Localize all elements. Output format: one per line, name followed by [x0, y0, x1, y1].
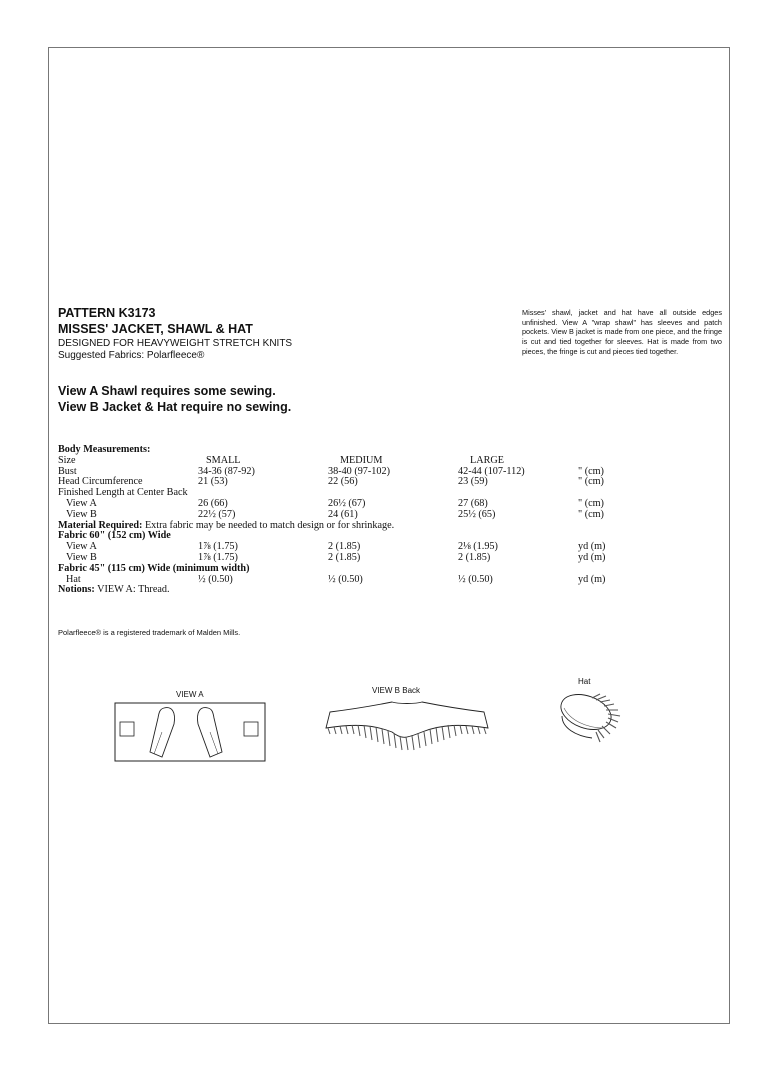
row-label: Hat — [66, 573, 81, 585]
cell: 2 (1.85) — [328, 551, 361, 563]
pattern-title: MISSES' JACKET, SHAWL & HAT — [58, 322, 253, 336]
sewing-note-view-a: View A Shawl requires some sewing. — [58, 384, 276, 398]
sewing-note-view-b: View B Jacket & Hat require no sewing. — [58, 400, 292, 414]
table-row — [58, 456, 658, 467]
material-text: Extra fabric may be needed to match design or for shrinkage. — [144, 519, 395, 531]
cell: 2⅛ (1.95) — [458, 541, 498, 553]
cell: 2 (1.85) — [328, 541, 361, 553]
view-b-illustration — [322, 698, 492, 754]
measurements-table — [58, 445, 658, 596]
suggested-fabrics: Suggested Fabrics: Polarfleece® — [58, 350, 205, 361]
row-label: View A — [66, 541, 97, 553]
material-label: Material Required: — [58, 519, 143, 531]
cell: 2 (1.85) — [458, 551, 491, 563]
unit: yd (m) — [578, 541, 606, 553]
size-large: LARGE — [470, 454, 504, 466]
unit: " (cm) — [578, 465, 604, 477]
row-label: Finished Length at Center Back — [58, 487, 188, 499]
pattern-number: PATTERN K3173 — [58, 306, 156, 320]
view-a-illustration — [114, 702, 266, 762]
cell: 22 (56) — [328, 476, 358, 488]
cell: 1⅞ (1.75) — [198, 541, 238, 553]
table-row — [58, 585, 658, 596]
cell: 27 (68) — [458, 497, 488, 509]
designed-for: DESIGNED FOR HEAVYWEIGHT STRETCH KNITS — [58, 338, 293, 349]
cell: 25½ (65) — [458, 508, 496, 520]
unit: yd (m) — [578, 551, 606, 563]
notions-text: VIEW A: Thread. — [97, 584, 170, 596]
cell: 26 (66) — [198, 497, 228, 509]
view-b-label: VIEW B Back — [372, 686, 421, 695]
cell: ½ (0.50) — [328, 573, 363, 585]
size-small: SMALL — [206, 454, 241, 466]
trademark-note: Polarfleece® is a registered trademark of Malden Mills. — [58, 628, 241, 637]
unit: yd (m) — [578, 573, 606, 585]
view-a-label: VIEW A — [176, 690, 204, 699]
unit: " (cm) — [578, 497, 604, 509]
cell: 34-36 (87-92) — [198, 465, 255, 477]
size-medium: MEDIUM — [340, 454, 383, 466]
table-row — [58, 499, 658, 510]
table-row — [58, 564, 658, 575]
size-label: Size — [58, 454, 76, 466]
fabric-60-heading: Fabric 60" (152 cm) Wide — [58, 530, 171, 542]
cell: 1⅞ (1.75) — [198, 551, 238, 563]
row-label: View A — [66, 497, 97, 509]
cell: 21 (53) — [198, 476, 228, 488]
hat-label: Hat — [578, 677, 591, 686]
cell: 23 (59) — [458, 476, 488, 488]
cell: ½ (0.50) — [458, 573, 493, 585]
unit: " (cm) — [578, 476, 604, 488]
cell: 24 (61) — [328, 508, 358, 520]
fabric-45-heading: Fabric 45" (115 cm) Wide (minimum width) — [58, 562, 250, 574]
notions-label: Notions: — [58, 584, 95, 596]
table-row — [58, 467, 658, 478]
unit: " (cm) — [578, 508, 604, 520]
cell: 42-44 (107-112) — [458, 465, 525, 477]
row-label: View B — [66, 508, 97, 520]
cell: 22½ (57) — [198, 508, 236, 520]
row-label: Bust — [58, 465, 77, 477]
row-label: Head Circumference — [58, 476, 143, 488]
cell: 26½ (67) — [328, 497, 366, 509]
row-label: View B — [66, 551, 97, 563]
cell: ½ (0.50) — [198, 573, 233, 585]
pattern-description: Misses' shawl, jacket and hat have all outside edges unfinished. View A "wrap shawl" has sleeves and patch pockets. View B jacket is made from one piece, and the fringe is cut and tied together for sleeves. Hat is made from two pieces, the fringe is cut and pieces tied together. — [522, 308, 722, 356]
cell: 38-40 (97-102) — [328, 465, 390, 477]
hat-illustration — [556, 688, 624, 750]
table-heading: Body Measurements: — [58, 444, 151, 455]
